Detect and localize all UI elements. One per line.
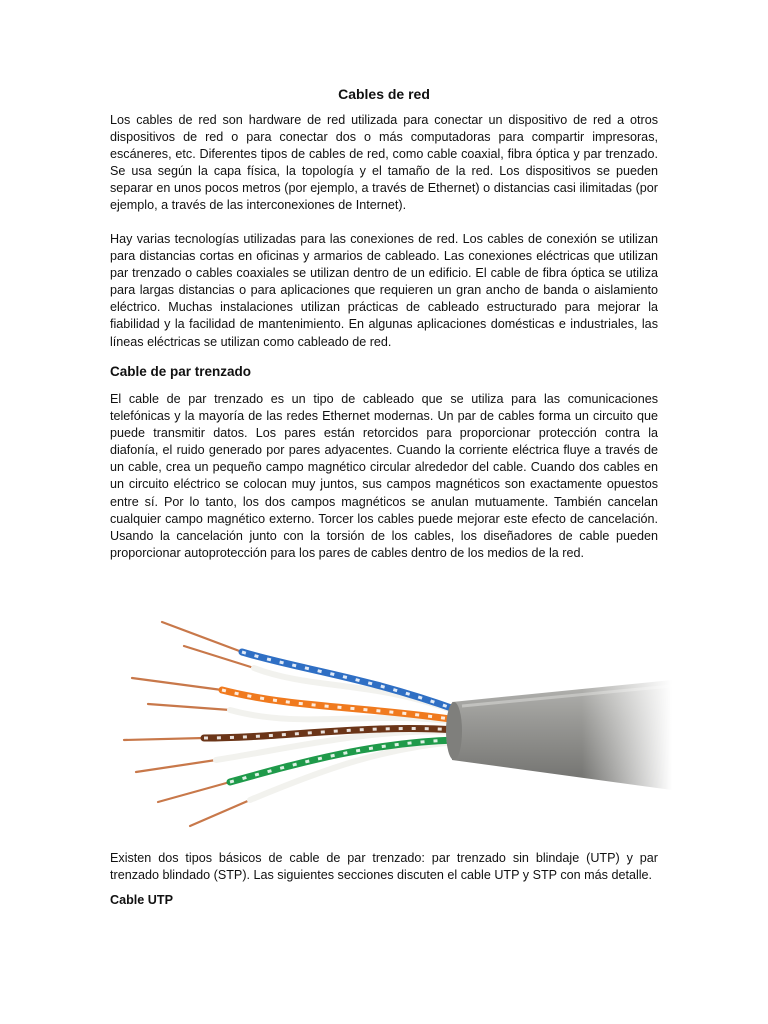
page-title: Cables de red — [338, 86, 430, 102]
twisted-pair-paragraph: El cable de par trenzado es un tipo de cableado que se utiliza para las comunicaciones telefónicas y la mayoría de las redes Ethernet modernas. Un par de cables forma un circuito que puede transmitir datos. Los pares están retorcidos para proporcionar protección contra la diafonía, el ruido generado por pares adyacentes. Cuando la corriente eléctrica fluye a través de un cable, crea un pequeño campo magnético circular alrededor del cable. Cuando dos cables en un circuito eléctrico se colocan muy juntos, sus campos magnéticos son exactamente opuestos entre sí. Por lo tanto, los dos campos magnéticos se anulan mutuamente. También cancelan cualquier campo magnético externo. Torcer los cables puede mejorar este efecto de cancelación. Usando la cancelación junto con la torsión de los cables, los diseñadores de cable pueden proporcionar autoprotección para los pares de cables dentro de los medios de la red. — [110, 392, 658, 560]
utp-heading: Cable UTP — [110, 893, 173, 907]
copper-wire-tips — [124, 622, 254, 826]
twisted-pair-heading: Cable de par trenzado — [110, 364, 252, 379]
cable-types-paragraph: Existen dos tipos básicos de cable de par trenzado: par trenzado sin blindaje (UTP) y par trenzado blindado (STP). Las siguientes secciones discuten el cable UTP y STP con más detalle. — [110, 851, 658, 883]
cable-jacket — [446, 670, 672, 800]
intro-paragraph: Los cables de red son hardware de red utilizada para conectar un dispositivo de red a otros dispositivos de red o para conectar dos o más computadoras para compartir impresoras, escáneres, etc. Diferentes tipos de cables de red, como cable coaxial, fibra óptica y par trenzado. Se usa según la capa física, la topología y el tamaño de la red. Los dispositivos se pueden separar en unos pocos metros (por ejemplo, a través de Ethernet) o distancias casi ilimitadas (por ejemplo, a través de las interconexiones de Internet). — [110, 113, 658, 213]
twisted-pair-cable-image — [112, 610, 672, 850]
network-technologies-paragraph: Hay varias tecnologías utilizadas para las conexiones de red. Los cables de conexión se utilizan para distancias cortas en oficinas y armarios de cableado. Las conexiones eléctricas que utilizan par trenzado o cables coaxiales se utilizan dentro de un edificio. El cable de fibra óptica se utiliza para largas distancias o para aplicaciones que requieren un gran ancho de banda o aislamiento eléctrico. Muchas instalaciones utilizan prácticas de cableado estructurado para mejorar la fiabilidad y la facilidad de mantenimiento. En algunas aplicaciones domésticas e industriales, las líneas eléctricas se utilizan como cableado de red. — [110, 232, 658, 349]
